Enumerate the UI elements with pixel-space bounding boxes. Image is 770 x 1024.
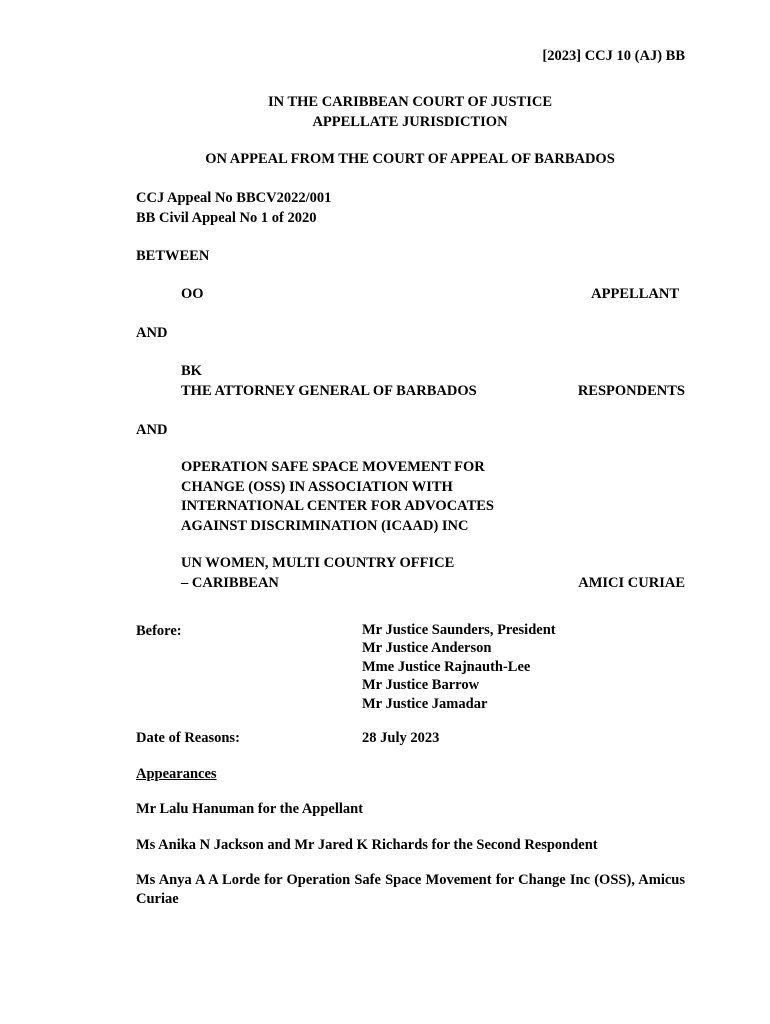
amicus-oss [181, 458, 494, 536]
respondent-name: BK [181, 363, 202, 379]
court-heading [0, 93, 770, 132]
amicus-line: INTERNATIONAL CENTER FOR ADVOCATES [181, 498, 494, 514]
amicus-line: CHANGE (OSS) IN ASSOCIATION WITH [181, 478, 453, 495]
ccj-appeal-number: CCJ Appeal No BBCV2022/001 [136, 190, 332, 206]
amici-role: AMICI CURIAE [578, 575, 685, 591]
appearance-item: Ms Anya A A Lorde for Operation Safe Space Movement for Change Inc (OSS), Amicus Curiae [136, 872, 685, 907]
judge-name: Mme Justice Rajnauth-Lee [362, 658, 531, 675]
respondent-names [181, 362, 477, 401]
appellant-name: OO [181, 286, 204, 302]
appearance-item: Mr Lalu Hanuman for the Appellant [136, 801, 364, 817]
and-label: AND [136, 325, 168, 341]
amicus-un-women [181, 554, 454, 593]
date-of-reasons-label: Date of Reasons: [136, 730, 240, 746]
appellant-role: APPELLANT [591, 286, 679, 302]
and-label: AND [136, 422, 168, 438]
appearances-heading: Appearances [136, 766, 217, 782]
date-of-reasons-value: 28 July 2023 [362, 730, 440, 746]
respondents-role: RESPONDENTS [577, 383, 685, 399]
judge-name: Mr Justice Anderson [362, 640, 492, 657]
judge-name: Mr Justice Saunders, President [362, 622, 556, 638]
amicus-line: UN WOMEN, MULTI COUNTRY OFFICE [181, 555, 455, 571]
on-appeal-heading: ON APPEAL FROM THE COURT OF APPEAL OF BARBADOS [205, 151, 615, 167]
amicus-line: – CARIBBEAN [181, 574, 279, 591]
court-name: IN THE CARIBBEAN COURT OF JUSTICE [267, 94, 553, 110]
judges-list [362, 621, 556, 713]
respondent-name: THE ATTORNEY GENERAL OF BARBADOS [181, 382, 477, 399]
appeal-numbers [136, 189, 331, 228]
appearance-item: Ms Anika N Jackson and Mr Jared K Richards for the Second Respondent [136, 837, 598, 853]
amicus-line: AGAINST DISCRIMINATION (ICAAD) INC [181, 517, 469, 534]
judge-name: Mr Justice Barrow [362, 677, 480, 694]
jurisdiction: APPELLATE JURISDICTION [312, 113, 508, 130]
before-label: Before: [136, 623, 182, 639]
amicus-line: OPERATION SAFE SPACE MOVEMENT FOR [181, 459, 485, 475]
judge-name: Mr Justice Jamadar [362, 695, 488, 712]
citation: [2023] CCJ 10 (AJ) BB [542, 48, 685, 64]
bb-appeal-number: BB Civil Appeal No 1 of 2020 [136, 209, 317, 226]
between-label: BETWEEN [136, 248, 210, 264]
